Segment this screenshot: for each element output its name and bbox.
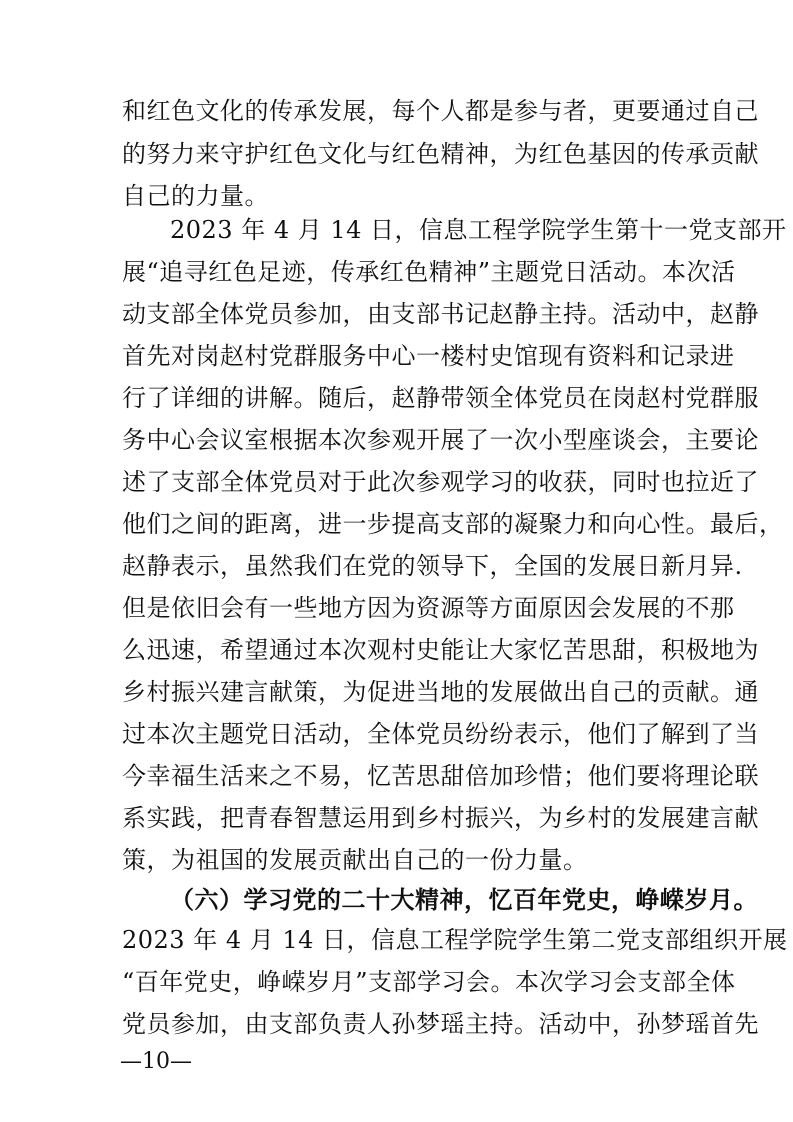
body-text-line: 述了支部全体党员对于此次参观学习的收获，同时也拉近了 xyxy=(122,468,759,496)
body-text-line: 今幸福生活来之不易，忆苦思甜倍加珍惜；他们要将理论联 xyxy=(122,762,759,790)
body-text-line: 赵静表示，虽然我们在党的领导下，全国的发展日新月异. xyxy=(122,552,743,580)
paragraph-first-line: 2023 年 4 月 14 日，信息工程学院学生第十一党支部开 xyxy=(170,216,787,244)
body-text-line: 过本次主题党日活动，全体党员纷纷表示，他们了解到了当 xyxy=(122,720,759,748)
body-text-line: 乡村振兴建言献策，为促进当地的发展做出自己的贡献。通 xyxy=(122,678,759,706)
body-text-line: “百年党史，峥嵘岁月”支部学习会。本次学习会支部全体 xyxy=(122,968,736,996)
body-text-line: 动支部全体党员参加，由支部书记赵静主持。活动中，赵静 xyxy=(122,300,759,328)
body-text-line: 他们之间的距离，进一步提高支部的凝聚力和向心性。最后， xyxy=(122,510,784,538)
body-text-line: 行了详细的讲解。随后，赵静带领全体党员在岗赵村党群服 xyxy=(122,384,759,412)
body-text-line: 自己的力量。 xyxy=(122,182,269,210)
body-text-line: 党员参加，由支部负责人孙梦瑶主持。活动中，孙梦瑶首先 xyxy=(122,1010,759,1038)
body-text-line: 务中心会议室根据本次参观开展了一次小型座谈会，主要论 xyxy=(122,426,759,454)
page-number: —10— xyxy=(120,1049,192,1074)
body-text-line: 展“追寻红色足迹，传承红色精神”主题党日活动。本次活 xyxy=(122,258,736,286)
body-text-line: 2023 年 4 月 14 日，信息工程学院学生第二党支部组织开展 xyxy=(122,926,788,954)
body-text-line: 的努力来守护红色文化与红色精神，为红色基因的传承贡献 xyxy=(122,140,759,168)
body-text-line: 但是依旧会有一些地方因为资源等方面原因会发展的不那 xyxy=(122,594,735,622)
body-text-line: 策，为祖国的发展贡献出自己的一份力量。 xyxy=(122,846,588,874)
body-text-line: 系实践，把青春智慧运用到乡村振兴，为乡村的发展建言献 xyxy=(122,804,759,832)
section-heading: （六）学习党的二十大精神，忆百年党史，峥嵘岁月。 xyxy=(170,885,758,914)
body-text-line: 么迅速，希望通过本次观村史能让大家忆苦思甜，积极地为 xyxy=(122,636,759,664)
body-text-line: 和红色文化的传承发展，每个人都是参与者，更要通过自己 xyxy=(122,97,759,125)
body-text-line: 首先对岗赵村党群服务中心一楼村史馆现有资料和记录进 xyxy=(122,342,735,370)
